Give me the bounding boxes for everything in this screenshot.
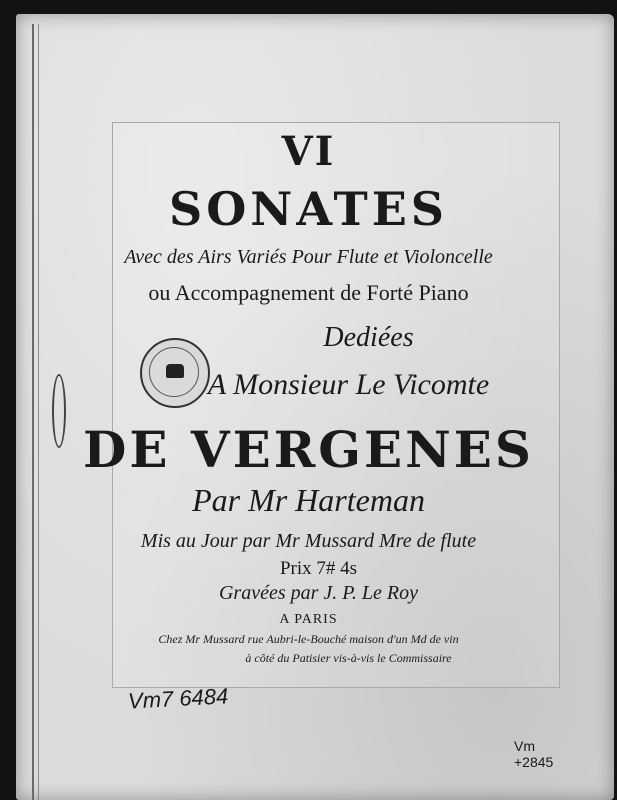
publisher-line: Mis au Jour par Mr Mussard Mre de flute xyxy=(140,530,477,552)
title-accompaniment: ou Accompagnement de Forté Piano xyxy=(148,280,469,305)
dedicatee-name: DE VERGENES xyxy=(82,420,535,479)
corner-annotation-label: Vm xyxy=(514,738,535,754)
publication-city: A PARIS xyxy=(279,612,338,627)
corner-annotation xyxy=(514,738,574,770)
address-line-2: à côté du Patisier vis-à-vis le Commissaire xyxy=(245,651,452,665)
title-numeral: VI xyxy=(281,128,336,175)
title-instrumentation: Avec des Airs Variés Pour Flute et Violoncelle xyxy=(124,246,493,268)
corner-annotation-number: +2845 xyxy=(514,754,554,770)
address-line-1: Chez Mr Mussard rue Aubri-le-Bouché maison d'un Md de vin xyxy=(158,632,459,646)
dedication-heading: Dediées xyxy=(323,322,414,353)
library-stamp xyxy=(140,338,210,408)
crown-icon xyxy=(166,364,184,378)
price-line: Prix 7# 4s xyxy=(279,558,358,579)
engraver-line: Gravées par J. P. Le Roy xyxy=(218,582,419,604)
title-main: SONATES xyxy=(168,182,449,236)
dedication-recipient: A Monsieur Le Vicomte xyxy=(207,368,490,401)
composer-name: Par Mr Harteman xyxy=(192,482,425,518)
shelfmark-annotation: Vm7 6484 xyxy=(127,683,229,714)
